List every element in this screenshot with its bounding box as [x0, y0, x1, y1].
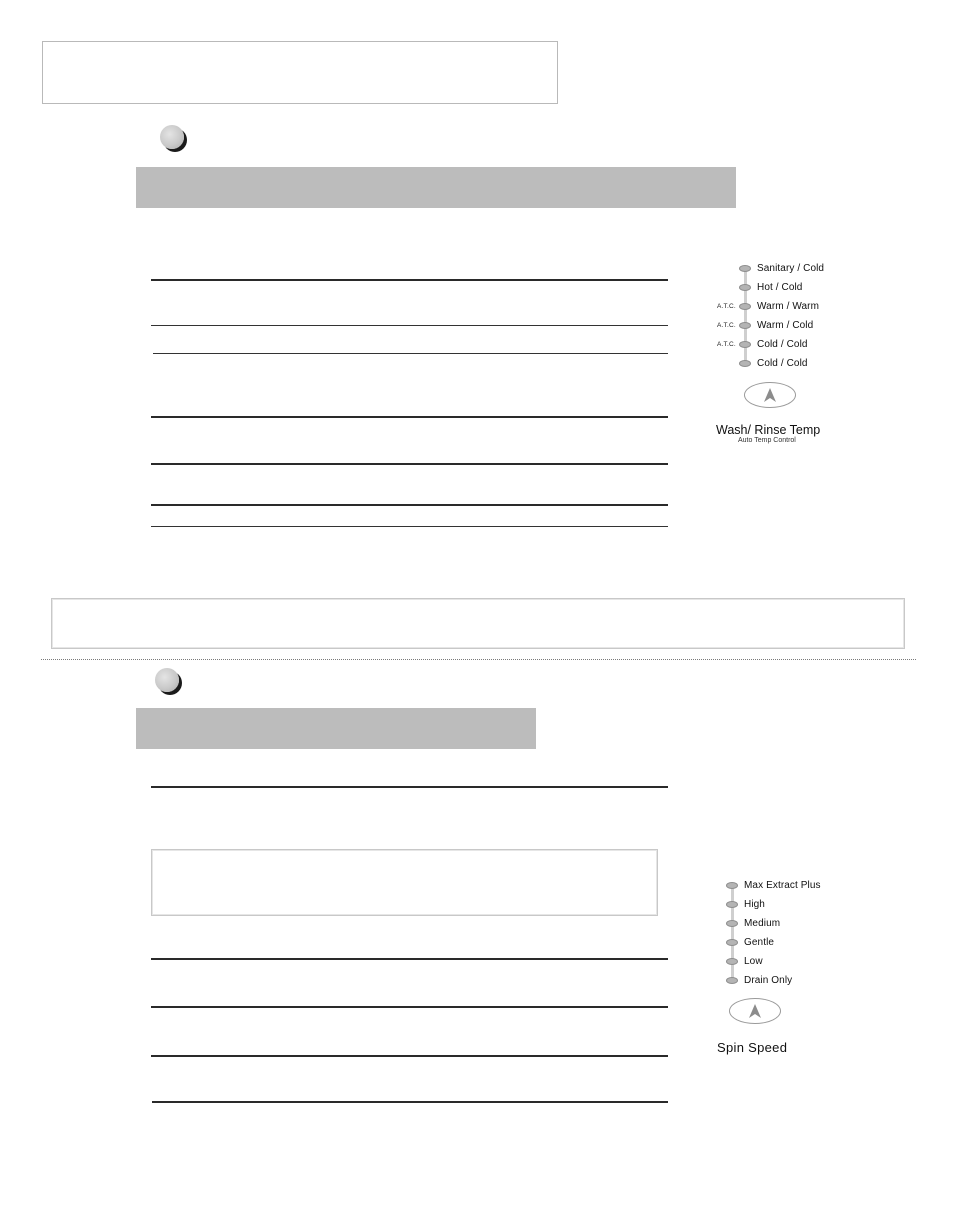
temp-option[interactable] — [739, 261, 824, 275]
arrow-up-icon — [764, 388, 776, 402]
temp-option[interactable] — [739, 280, 802, 294]
spin-indicator-led — [726, 939, 738, 946]
temp-indicator-led — [739, 341, 751, 348]
spin-selector-button[interactable] — [729, 998, 781, 1024]
temp-option-label: Warm / Warm — [757, 300, 820, 312]
step-marker-2 — [155, 668, 179, 692]
spin-option-label: Max Extract Plus — [744, 879, 821, 891]
rule-2c — [151, 1006, 668, 1008]
spin-panel-title: Spin Speed — [717, 1040, 788, 1055]
spin-option[interactable] — [726, 897, 765, 911]
temp-option-label: Hot / Cold — [757, 281, 803, 293]
rule-1f — [151, 504, 668, 506]
temp-option[interactable] — [739, 318, 813, 332]
spin-option[interactable] — [726, 916, 780, 930]
section-divider — [41, 659, 916, 660]
temp-indicator-led — [739, 322, 751, 329]
header-box — [42, 41, 558, 104]
temp-option-label: Cold / Cold — [757, 357, 808, 369]
atc-marker: A.T.C. — [717, 322, 736, 329]
spin-indicator-led — [726, 920, 738, 927]
rule-2b — [151, 958, 668, 960]
temp-panel-title: Wash/ Rinse Temp — [716, 423, 821, 437]
note-box — [51, 598, 905, 649]
spin-indicator-led — [726, 958, 738, 965]
spin-option[interactable] — [726, 973, 792, 987]
temp-selector-button[interactable] — [744, 382, 796, 408]
spin-indicator-led — [726, 977, 738, 984]
spin-option-label: Low — [744, 955, 763, 967]
spin-option[interactable] — [726, 935, 774, 949]
temp-option[interactable] — [739, 337, 808, 351]
temp-option-label: Sanitary / Cold — [757, 262, 825, 274]
temp-option-label: Cold / Cold — [757, 338, 808, 350]
spin-option-label: High — [744, 898, 765, 910]
temp-indicator-led — [739, 284, 751, 291]
step-marker-1 — [160, 125, 184, 149]
arrow-up-icon — [749, 1004, 761, 1018]
rule-1d — [151, 416, 668, 418]
rule-1b — [151, 325, 668, 326]
rule-1e — [151, 463, 668, 465]
spin-option[interactable] — [726, 878, 821, 892]
temp-indicator-led — [739, 360, 751, 367]
atc-marker: A.T.C. — [717, 341, 736, 348]
spin-option-label: Medium — [744, 917, 781, 929]
temp-option[interactable] — [739, 299, 819, 313]
rule-2e — [152, 1101, 668, 1103]
spin-option[interactable] — [726, 954, 763, 968]
spin-indicator-led — [726, 901, 738, 908]
section-bar-1 — [136, 167, 736, 208]
temp-indicator-led — [739, 303, 751, 310]
rule-1a — [151, 279, 668, 281]
section-bar-2 — [136, 708, 536, 749]
rule-2a — [151, 786, 668, 788]
rule-2d — [151, 1055, 668, 1057]
rule-1g — [151, 526, 668, 527]
temp-indicator-led — [739, 265, 751, 272]
temp-option-label: Warm / Cold — [757, 319, 814, 331]
atc-marker: A.T.C. — [717, 303, 736, 310]
spin-option-label: Drain Only — [744, 974, 793, 986]
inner-note-box — [151, 849, 658, 916]
spin-indicator-led — [726, 882, 738, 889]
rule-1c — [153, 353, 668, 354]
temp-option[interactable] — [739, 356, 808, 370]
temp-panel-subtitle: Auto Temp Control — [738, 437, 796, 444]
spin-option-label: Gentle — [744, 936, 775, 948]
